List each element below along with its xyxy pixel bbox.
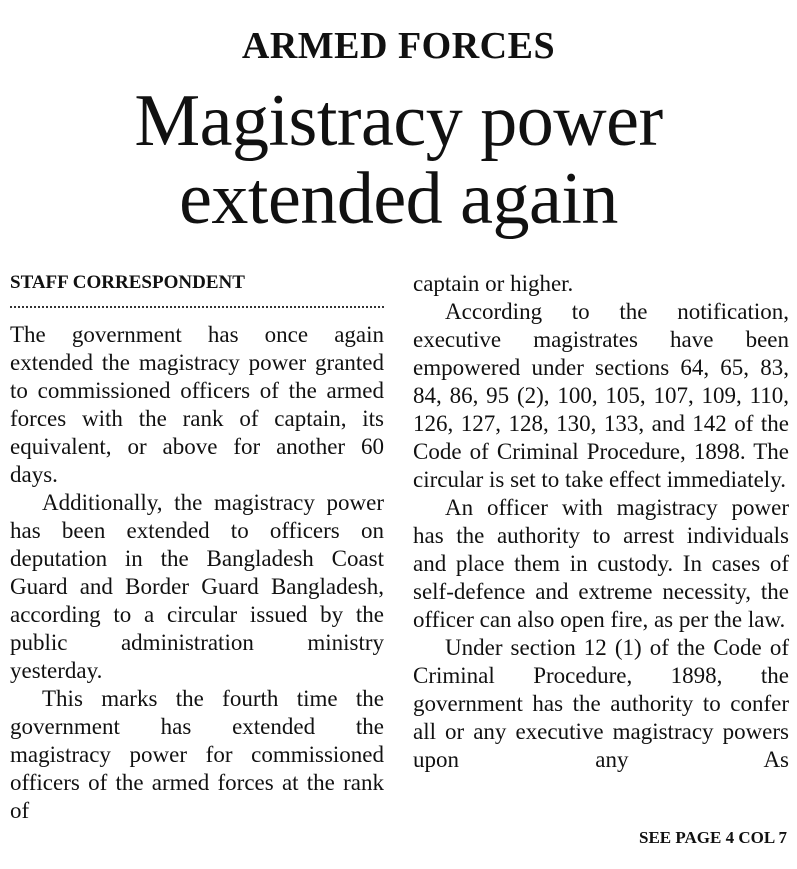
headline-line-1: Magistracy power [134,80,663,162]
continuation-jump: SEE PAGE 4 COL 7 [639,828,787,847]
paragraph: According to the notification, executive magistrates have been empowered under sections 64, 65, 83, 84, 86, 95 (2), 100, 105, 107, 109, 110, 126, 127, 128, 130, 133, and 142 of the Code of Criminal Procedure, 1898. The circular is set to take effect immediately. [413,299,789,492]
section-kicker: ARMED FORCES [241,25,556,67]
paragraph: An officer with magistracy power has the authority to arrest individuals and place them in custody. In cases of self-defence and extreme necessity, the officer can also open fire, as per the law. [413,495,789,632]
headline-line-2: extended again [179,158,618,240]
headline [0,82,797,238]
paragraph: This marks the fourth time the government has extended the magistracy power for commissioned officers of the armed forces at the rank of [10,686,384,823]
byline: STAFF CORRESPONDENT [10,272,245,293]
byline-divider [10,306,384,308]
column-2 [413,270,789,774]
paragraph: captain or higher. [413,271,574,296]
paragraph: Under section 12 (1) of the Code of Criminal Procedure, 1898, the government has the authority to confer all or any executive magistracy powers upon any As [413,635,789,772]
column-1 [10,321,384,825]
paragraph: Additionally, the magistracy power has been extended to officers on deputation in the Bangladesh Coast Guard and Border Guard Bangladesh, according to a circular issued by the public administration ministry yesterday. [10,490,384,683]
paragraph: The government has once again extended the magistracy power granted to commissioned officers of the armed forces with the rank of captain, its equivalent, or above for another 60 days. [10,322,384,487]
